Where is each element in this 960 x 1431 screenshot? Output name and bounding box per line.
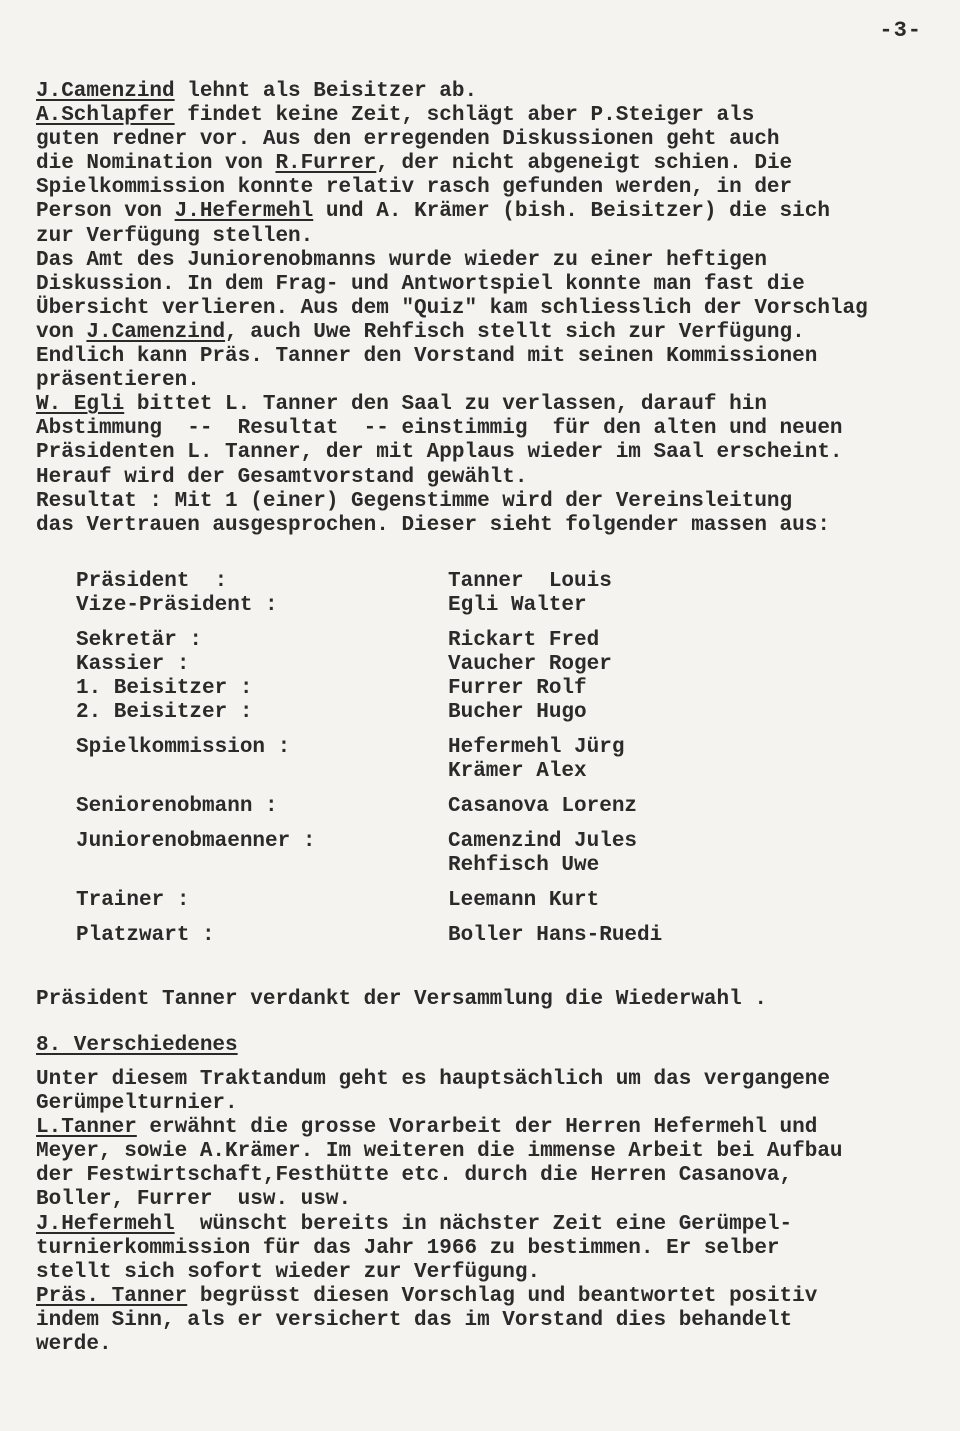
text-segment: Herauf wird der Gesamtvorstand gewählt. <box>36 465 528 489</box>
officer-name: Camenzind Jules <box>448 830 638 853</box>
text-line <box>36 152 936 176</box>
text-segment: findet keine Zeit, schlägt aber P.Steiger als <box>174 104 755 128</box>
officer-row <box>76 653 936 677</box>
officer-name: Furrer Rolf <box>448 677 587 700</box>
text-segment: Boller, Furrer usw. usw. <box>36 1188 352 1212</box>
reelection-thanks-line: Präsident Tanner verdankt der Versammlung die Wiederwahl . <box>36 988 767 1011</box>
officer-row <box>76 924 936 948</box>
section-heading: 8. Verschiedenes <box>36 1034 238 1057</box>
text-segment: Endlich kann Präs. Tanner den Vorstand mit seinen Kommissionen <box>36 345 818 369</box>
text-line <box>36 273 936 297</box>
text-segment: , der nicht abgeneigt schien. Die <box>376 152 793 176</box>
text-line <box>36 1237 936 1261</box>
officer-name: Krämer Alex <box>448 760 587 783</box>
underlined-name: J.Hefermehl <box>174 200 314 224</box>
underlined-name: J.Hefermehl <box>36 1212 175 1236</box>
text-segment: turnierkommission für das Jahr 1966 zu bestimmen. Er selber <box>36 1236 780 1260</box>
text-segment: begrüsst diesen Vorschlag und beantwortet positiv <box>187 1284 818 1308</box>
text-segment: , auch Uwe Rehfisch stellt sich zur Verfügung. <box>225 320 805 344</box>
text-line <box>36 1116 936 1140</box>
text-line <box>36 1092 936 1116</box>
text-segment: Resultat : Mit 1 (einer) Gegenstimme wird der Vereinsleitung <box>36 489 793 513</box>
text-segment: das Vertrauen ausgesprochen. Dieser sieht folgender massen aus: <box>36 513 830 537</box>
officer-role: Präsident : <box>76 570 228 593</box>
text-line <box>36 466 936 490</box>
officer-name: Egli Walter <box>448 594 587 617</box>
text-segment: Gerümpelturnier. <box>36 1092 238 1116</box>
underlined-name: R.Furrer <box>275 152 377 176</box>
text-line <box>36 176 936 200</box>
text-segment: Unter diesem Traktandum geht es hauptsächlich um das vergangene <box>36 1068 830 1091</box>
officer-row <box>76 760 936 784</box>
officer-row <box>76 889 936 913</box>
officer-name: Bucher Hugo <box>448 701 587 724</box>
officer-role: Vize-Präsident : <box>76 594 278 617</box>
underlined-name: J.Camenzind <box>86 320 226 344</box>
minutes-paragraphs-part1 <box>36 80 936 538</box>
officer-name: Rickart Fred <box>448 629 600 652</box>
officer-role <box>76 760 448 784</box>
text-line <box>36 345 936 369</box>
officer-name: Hefermehl Jürg <box>448 736 625 759</box>
underlined-name: W. Egli <box>36 393 125 417</box>
text-segment: Präsidenten L. Tanner, der mit Applaus wieder im Saal erscheint. <box>36 441 843 465</box>
officer-row <box>76 629 936 653</box>
text-segment: die Nomination von <box>36 152 276 176</box>
underlined-name: A.Schlapfer <box>36 104 175 128</box>
officer-row <box>76 830 936 854</box>
officer-row <box>76 594 936 618</box>
officer-row <box>76 570 936 594</box>
officer-row <box>76 677 936 701</box>
text-segment: Diskussion. In dem Frag- und Antwortspiel konnte man fast die <box>36 272 805 296</box>
text-segment: Abstimmung -- Resultat -- einstimmig für den alten und neuen <box>36 417 843 441</box>
text-line <box>36 1140 936 1164</box>
text-line <box>36 225 936 249</box>
text-line <box>36 1309 936 1333</box>
text-segment: der Festwirtschaft,Festhütte etc. durch die Herren Casanova, <box>36 1164 793 1188</box>
officer-role: Juniorenobmaenner : <box>76 830 316 853</box>
board-officers-list <box>76 570 936 948</box>
underlined-name: Präs. Tanner <box>36 1284 188 1308</box>
text-segment: lehnt als Beisitzer ab. <box>174 80 478 103</box>
closing-remark <box>36 988 936 1012</box>
text-segment: Person von <box>36 200 175 224</box>
text-line <box>36 441 936 465</box>
officer-role: Spielkommission : <box>76 736 291 759</box>
text-line <box>36 1333 936 1357</box>
officer-name: Tanner Louis <box>448 570 612 593</box>
text-segment: Übersicht verlieren. Aus dem "Quiz" kam schliesslich der Vorschlag <box>36 296 868 320</box>
officer-name: Vaucher Roger <box>448 653 612 676</box>
officer-role: Sekretär : <box>76 629 203 652</box>
officer-role: Kassier : <box>76 653 190 676</box>
text-line <box>36 393 936 417</box>
officer-role: 2. Beisitzer : <box>76 701 253 724</box>
text-segment: stellt sich sofort wieder zur Verfügung. <box>36 1260 541 1284</box>
officer-name: Leemann Kurt <box>448 889 600 912</box>
officer-row <box>76 701 936 725</box>
officer-name: Casanova Lorenz <box>448 795 638 818</box>
text-segment: guten redner vor. Aus den erregenden Diskussionen geht auch <box>36 128 780 152</box>
text-segment: und A. Krämer (bish. Beisitzer) die sich <box>313 200 830 224</box>
text-line <box>36 249 936 273</box>
text-segment: indem Sinn, als er versichert das im Vorstand dies behandelt <box>36 1308 793 1332</box>
text-line <box>36 514 936 538</box>
text-line <box>36 128 936 152</box>
text-line <box>36 1285 936 1309</box>
text-segment: Meyer, sowie A.Krämer. Im weiteren die immense Arbeit bei Aufbau <box>36 1140 843 1164</box>
text-segment: erwähnt die grosse Vorarbeit der Herren Hefermehl und <box>136 1116 818 1140</box>
officer-role: Seniorenobmann : <box>76 795 278 818</box>
text-segment: wünscht bereits in nächster Zeit eine Gerümpel- <box>174 1212 793 1236</box>
text-line <box>36 1164 936 1188</box>
text-segment: zur Verfügung stellen. <box>36 224 314 248</box>
text-line <box>36 200 936 224</box>
underlined-name: J.Camenzind <box>36 80 175 103</box>
text-segment: von <box>36 320 87 344</box>
text-line <box>36 369 936 393</box>
officer-role <box>76 854 448 878</box>
text-segment: bittet L. Tanner den Saal zu verlassen, darauf hin <box>124 393 767 417</box>
officer-row <box>76 854 936 878</box>
text-segment: Spielkommission konnte relativ rasch gefunden werden, in der <box>36 176 793 200</box>
officer-name: Rehfisch Uwe <box>448 854 600 877</box>
text-segment: Das Amt des Juniorenobmanns wurde wieder zu einer heftigen <box>36 248 767 272</box>
text-line <box>36 490 936 514</box>
officer-role: 1. Beisitzer : <box>76 677 253 700</box>
minutes-paragraphs-part2 <box>36 1068 936 1357</box>
text-segment: präsentieren. <box>36 369 200 393</box>
text-line <box>36 104 936 128</box>
text-line <box>36 1188 936 1212</box>
officer-role: Platzwart : <box>76 924 215 947</box>
officer-row <box>76 795 936 819</box>
text-segment: werde. <box>36 1333 112 1357</box>
text-line <box>36 1068 936 1092</box>
officer-role: Trainer : <box>76 889 190 912</box>
underlined-name: L.Tanner <box>36 1116 137 1140</box>
text-line <box>36 80 936 104</box>
officer-name: Boller Hans-Ruedi <box>448 924 663 947</box>
officer-row <box>76 736 936 760</box>
text-line <box>36 1213 936 1237</box>
text-line <box>36 1261 936 1285</box>
section-8 <box>36 1034 936 1058</box>
text-line <box>36 417 936 441</box>
page-number: -3- <box>879 18 922 43</box>
text-line <box>36 321 936 345</box>
text-line <box>36 297 936 321</box>
